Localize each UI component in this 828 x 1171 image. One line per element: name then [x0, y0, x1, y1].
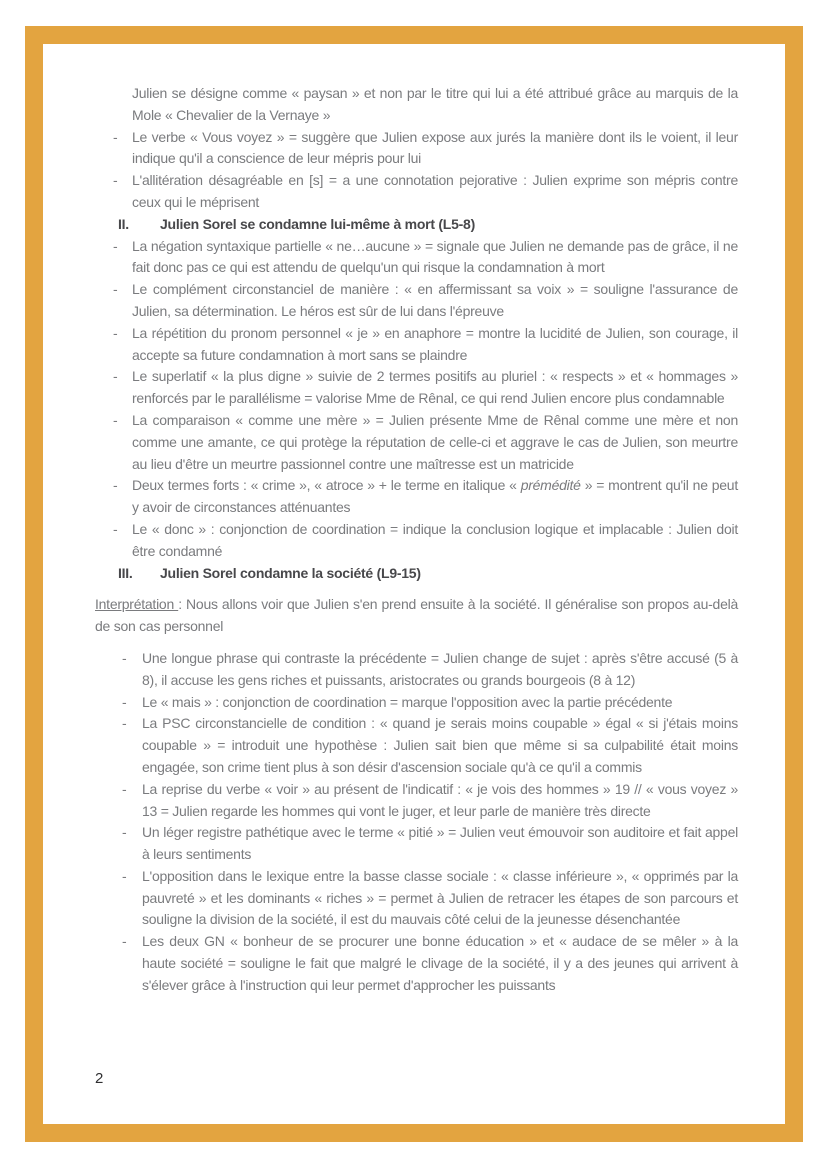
bullet-dash: -	[122, 715, 127, 732]
bullet-text-pre: Deux termes forts : « crime », « atroce » + le terme en italique «	[132, 477, 521, 494]
bullet-item	[95, 713, 738, 778]
bullet-text	[132, 477, 738, 515]
interpretation-label: Interprétation	[95, 596, 179, 613]
bullet-dash: -	[113, 368, 118, 385]
bullet-text: Le verbe « Vous voyez » = suggère que Julien expose aux jurés la manière dont ils le voient, il leur indique qu'il a conscience de leur mépris pour lui	[132, 128, 738, 167]
bullet-text-post: » = montrent qu'il ne peut y avoir de circonstances atténuantes	[132, 477, 738, 516]
bullet-text: Une longue phrase qui contraste la précédente = Julien change de sujet : après s'être accusé (5 à 8), il accuse les gens riches et puissants, aristocrates ou grands bourgeois (8 à 12)	[142, 649, 738, 688]
bullet-text: L'allitération désagréable en [s] = a une connotation pejorative : Julien exprime son mépris contre ceux qui le méprisent	[132, 172, 738, 210]
bullet-item	[95, 127, 738, 171]
bullet-item	[95, 779, 738, 823]
bullet-dash: -	[113, 172, 118, 189]
section-numeral: III.	[118, 564, 133, 581]
bullet-dash: -	[113, 237, 118, 254]
bullet-item	[95, 279, 738, 323]
bullet-item	[95, 366, 738, 410]
bullet-text: Le superlatif « la plus digne » suivie de 2 termes positifs au pluriel : « respects » et « hommages » renforcés par le parallélisme = valorise Mme de Rênal, ce qui rend Julien encore plus condamnable	[132, 368, 738, 407]
bullet-text: La reprise du verbe « voir » au présent de l'indicatif : « je vois des hommes » 19 // « vous voyez » 13 = Julien regarde les hommes qui vont le juger, et leur parle de manière très directe	[142, 780, 738, 819]
section-heading-iii	[95, 563, 738, 585]
bullet-dash: -	[122, 867, 127, 884]
bullet-text: Le complément circonstanciel de manière : « en affermissant sa voix » = souligne l'assurance de Julien, sa détermination. Le héros est sûr de lui dans l'épreuve	[132, 281, 738, 319]
section-title: Julien Sorel se condamne lui-même à mort (L5-8)	[160, 215, 476, 232]
bullet-text: Un léger registre pathétique avec le terme « pitié » = Julien veut émouvoir son auditoire et fait appel à leurs sentiments	[142, 824, 738, 863]
bullet-text: La négation syntaxique partielle « ne…aucune » = signale que Julien ne demande pas de grâce, il ne fait donc pas ce qui est attendu de quelqu'un qui risque la condamnation à mort	[132, 237, 738, 276]
bullet-dash: -	[122, 824, 127, 841]
bullet-text: La répétition du pronom personnel « je » en anaphore = montre la lucidité de Julien, son courage, il accepte sa future condamnation à mort sans se plaindre	[132, 324, 738, 363]
interpretation-text: Nous allons voir que Julien s'en prend ensuite à la société. Il généralise son propos au-delà de son cas personnel	[95, 596, 739, 635]
bullet-dash: -	[113, 324, 118, 341]
bullet-item	[95, 475, 738, 519]
bullet-text: L'opposition dans le lexique entre la basse classe sociale : « classe inférieure », « opprimés par la pauvreté » et les dominants « riches » = permet à Julien de retracer les étapes de son parcours et souligne la division de la société, il est du mauvais côté celui de la jeunesse désenchantée	[142, 867, 738, 928]
bullet-dash: -	[113, 520, 118, 537]
bullet-item	[95, 170, 738, 214]
bullet-text: Le « mais » : conjonction de coordination = marque l'opposition avec la partie précédente	[142, 693, 673, 710]
bullet-dash: -	[122, 649, 127, 666]
bullet-text: La PSC circonstancielle de condition : « quand je serais moins coupable » égal « si j'étais moins coupable » = introduit une hypothèse : Julien sait bien que même si sa culpabilité était moins engagée, son crime tient plus à son désir d'ascension sociale qu'à ce qu'il a commis	[142, 715, 738, 775]
section-title: Julien Sorel condamne la société (L9-15)	[160, 564, 421, 581]
bullet-dash: -	[113, 477, 118, 494]
bullet-item	[95, 692, 738, 714]
bullet-item	[95, 519, 738, 563]
section-numeral: II.	[118, 215, 129, 232]
bullet-dash: -	[122, 693, 127, 710]
page-number: 2	[95, 1070, 104, 1087]
bullet-dash: -	[113, 411, 118, 428]
bullet-item	[95, 323, 738, 367]
bullet-text-italic: prémédité	[520, 477, 581, 494]
bullet-item	[95, 931, 738, 996]
bullet-text: La comparaison « comme une mère » = Julien présente Mme de Rênal comme une mère et non comme une amante, ce qui protège la réputation de celle-ci et aggrave le cas de Julien, son meurtre au lieu d'être un meurtre passionnel contre une maîtresse est un matricide	[132, 411, 738, 472]
interpretation-paragraph	[95, 594, 738, 638]
bullet-item	[95, 410, 738, 475]
bullet-text: Les deux GN « bonheur de se procurer une bonne éducation » et « audace de se mêler » à la haute société = souligne le fait que malgré le clivage de la société, il y a des jeunes qui arrivent à s'élever grâce à l'instruction qui leur permet d'approcher les puissants	[142, 933, 738, 993]
document-body	[95, 83, 738, 997]
bullet-dash: -	[113, 281, 118, 298]
bullet-item	[95, 822, 738, 866]
bullet-dash: -	[122, 933, 127, 950]
section-heading-ii	[95, 214, 738, 236]
interpretation-separator: :	[178, 596, 187, 613]
bullet-dash: -	[122, 780, 127, 797]
lead-paragraph: Julien se désigne comme « paysan » et non par le titre qui lui a été attribué grâce au marquis de la Mole « Chevalier de la Vernaye »	[132, 85, 738, 123]
bullet-item	[95, 648, 738, 692]
bullet-dash: -	[113, 128, 118, 145]
bullet-text: Le « donc » : conjonction de coordination = indique la conclusion logique et implacable : Julien doit être condamné	[132, 520, 738, 559]
bullet-item	[95, 236, 738, 280]
bullet-item	[95, 866, 738, 931]
